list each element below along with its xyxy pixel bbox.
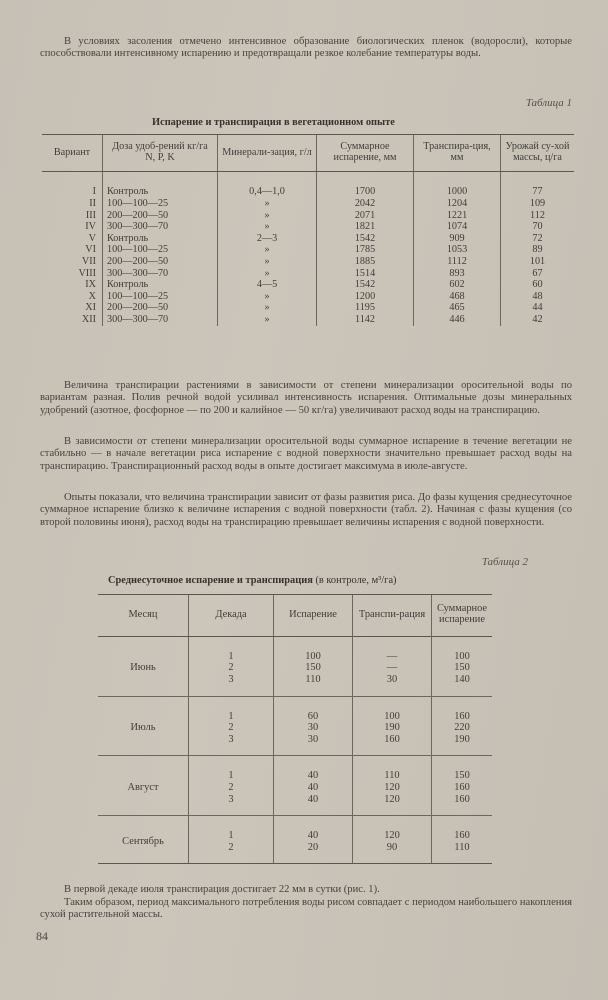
table2-cell-decade <box>189 816 274 864</box>
paragraph-mineralization: В зависимости от степени минерализации оросительной воды суммарное испарение в течение вегетации не стабильно — в начале вегетации риса испарение с водной поверхности значительно превышает расход воды на транспирацию. Транспирационный расход воды в опыте достигает максимума в июле-августе. <box>40 436 572 472</box>
table2-cell-line: 140 <box>454 674 470 685</box>
table2-header-decade: Декада <box>189 595 274 637</box>
table2-cell-total <box>432 816 493 864</box>
table2-title <box>108 575 397 586</box>
table2-cell-month: Сентябрь <box>98 816 189 864</box>
table2-cell-transpiration <box>353 696 432 756</box>
table2-cell-line: 160 <box>454 710 470 722</box>
table1-cell: 67 <box>532 267 543 279</box>
table1-cell: 300—300—70 <box>107 267 169 279</box>
table1-cell: 0,4—1,0 <box>249 186 285 198</box>
table1-cell: XII <box>81 313 96 325</box>
table1-cell: 1053 <box>446 244 468 256</box>
table2-cell-line: 160 <box>384 733 400 745</box>
table1-cell: » <box>264 255 270 267</box>
table2-cell-evaporation <box>274 696 353 756</box>
table2-cell-month: Август <box>98 756 189 816</box>
table2-cell-line: 30 <box>307 722 319 734</box>
table1-cell: 2—3 <box>256 232 278 244</box>
table1-cell: 4—5 <box>256 279 278 291</box>
table2-cell-total <box>432 696 493 756</box>
table2-cell-month: Июнь <box>98 636 189 696</box>
table2-cell-line: 30 <box>307 733 319 745</box>
table2-cell-line: 2 <box>228 781 234 793</box>
table1-cell: V <box>88 232 96 244</box>
table1-cell: Контроль <box>107 186 149 198</box>
table2-cell-line: 100 <box>305 650 321 662</box>
table2-header-evaporation: Испарение <box>274 595 353 637</box>
table1-col-yield <box>501 172 575 326</box>
table2-cell-line: 150 <box>454 662 470 674</box>
table1-cell: 1204 <box>446 198 468 209</box>
table2-cell-line: 160 <box>454 830 470 842</box>
table2-cell-line: 2 <box>228 662 234 674</box>
table1-cell: I <box>92 186 96 198</box>
table1-cell: Контроль <box>107 279 149 291</box>
table2-cell-line: 110 <box>305 674 321 685</box>
table1-cell: 1221 <box>446 209 468 221</box>
table1-cell: 1074 <box>446 221 468 233</box>
table2-cell-line: 100 <box>454 650 470 662</box>
table2-cell-transpiration <box>353 636 432 696</box>
table1-cell: 109 <box>529 198 546 209</box>
table2-daily-evaporation <box>98 594 492 864</box>
table2-cell-line: 40 <box>307 781 319 793</box>
table1-header-variant: Вариант <box>42 135 103 172</box>
table1-cell: 100—100—25 <box>107 290 169 302</box>
table1-header-yield: Урожай су-хой массы, ц/га <box>501 135 575 172</box>
table1-cell: 1885 <box>354 255 376 267</box>
table2-cell-line: 110 <box>454 841 470 853</box>
table1-cell: 1542 <box>354 232 376 244</box>
table2-cell-line: 160 <box>454 781 470 793</box>
table1-cell: Контроль <box>107 232 149 244</box>
table2-cell-evaporation <box>274 636 353 696</box>
table1-cell: » <box>264 313 270 325</box>
table2-header-month: Месяц <box>98 595 189 637</box>
table2-cell-line: 190 <box>454 733 470 745</box>
table1-cell: 1142 <box>355 313 375 325</box>
table2-cell-line: 3 <box>228 793 234 805</box>
table1-col-mineralization <box>218 172 317 326</box>
table1-cell: » <box>264 221 270 233</box>
paragraph-transpiration-variants: Величина транспирации растениями в зависимости от степени минерализации оросительной воды по вариантам разная. Полив речной водой усиливал интенсивность испарения. Оптимальные дозы минеральных удобрений (азотное, фосфорное — по 200 и калийное — 50 кг/га) увеличивают расход воды на транспирацию. <box>40 380 572 416</box>
table2-cell-line: 150 <box>305 662 321 674</box>
table2-header-total: Суммарное испарение <box>432 595 493 637</box>
table2-row-group <box>98 636 492 696</box>
table1-header-dose: Доза удоб-рений кг/га N, P, K <box>103 135 218 172</box>
table1-header-row <box>42 135 574 172</box>
table1-cell: 200—200—50 <box>107 302 169 314</box>
table2-cell-line: 1 <box>228 650 234 662</box>
table2-header-transpiration: Транспи-рация <box>353 595 432 637</box>
table2-cell-line: 2 <box>228 841 234 853</box>
table1-cell: IV <box>85 221 96 233</box>
table2-cell-line: 100 <box>384 710 400 722</box>
table1-cell: 1000 <box>446 186 468 198</box>
table1-cell: 200—200—50 <box>107 209 169 221</box>
table2-header-row <box>98 595 492 637</box>
table2-cell-line: 120 <box>384 830 400 842</box>
table2-cell-line: 160 <box>454 793 470 805</box>
table1-cell: 2042 <box>354 198 376 209</box>
table1-cell: 446 <box>449 313 465 325</box>
table1-cell: 89 <box>532 244 543 256</box>
table1-label: Таблица 1 <box>525 97 572 109</box>
table1-cell: 1112 <box>447 255 467 267</box>
table1-cell: 70 <box>532 221 543 233</box>
table2-cell-line: 3 <box>228 674 234 685</box>
table1-cell: VIII <box>78 267 96 279</box>
table1-cell: 100—100—25 <box>107 198 169 209</box>
table2-cell-evaporation <box>274 756 353 816</box>
table1-cell: 60 <box>532 279 543 291</box>
table1-col-doses <box>103 172 218 326</box>
table2-cell-line: 40 <box>307 830 319 842</box>
table2-cell-line: 190 <box>384 722 400 734</box>
table1-cell: 1785 <box>354 244 376 256</box>
table1-header-transpiration: Транспира-ция, мм <box>414 135 501 172</box>
table1-cell: 1700 <box>354 186 376 198</box>
table1-col-variants <box>42 172 103 326</box>
table2-title-suffix: (в контроле, м³/га) <box>315 575 397 586</box>
table1-cell: 1195 <box>355 302 375 314</box>
table1-cell: XI <box>85 302 96 314</box>
table2-label: Таблица 2 <box>481 556 528 568</box>
table1-cell: 100—100—25 <box>107 244 169 256</box>
table1-cell: 77 <box>532 186 543 198</box>
table1-cell: 200—200—50 <box>107 255 169 267</box>
table1-cell: VII <box>81 255 96 267</box>
intro-paragraph: В условиях засоления отмечено интенсивное образование биологических пленок (водоросли), которые способствовали интенсивному испарению и предотвращали резкое колебание температуры воды. <box>40 36 572 60</box>
table1-cell: » <box>264 244 270 256</box>
table2-cell-line: 1 <box>228 770 234 782</box>
table2-cell-decade <box>189 696 274 756</box>
table2-cell-line: 1 <box>228 710 234 722</box>
table1-col-total-evaporation <box>317 172 414 326</box>
table2-cell-transpiration <box>353 816 432 864</box>
table1-cell: 72 <box>532 232 543 244</box>
table2-cell-line: 110 <box>384 770 400 782</box>
table2-cell-total <box>432 756 493 816</box>
table2-title-main: Среднесуточное испарение и транспирация <box>108 575 313 586</box>
table1-cell: 48 <box>532 290 543 302</box>
table1-cell: VI <box>85 244 96 256</box>
table1-cell: » <box>264 198 270 209</box>
table2-row-group <box>98 696 492 756</box>
table1-cell: 1542 <box>354 279 376 291</box>
table1-cell: IX <box>85 279 96 291</box>
table1-cell: 300—300—70 <box>107 313 169 325</box>
table1-header-mineralization: Минерали-зация, г/л <box>218 135 317 172</box>
table2-cell-line: — <box>386 662 398 674</box>
table1-cell: 1514 <box>354 267 376 279</box>
table2-cell-line: 40 <box>307 793 319 805</box>
table2-cell-line: — <box>386 650 398 662</box>
table1-cell: 101 <box>529 255 546 267</box>
table2-cell-decade <box>189 756 274 816</box>
table2-cell-decade <box>189 636 274 696</box>
table1-cell: X <box>88 290 96 302</box>
table1-col-transpiration <box>414 172 501 326</box>
table1-cell: 909 <box>449 232 465 244</box>
table1-cell: II <box>89 198 96 209</box>
table1-cell: 2071 <box>354 209 376 221</box>
table2-cell-line: 1 <box>228 830 234 842</box>
paragraph-conclusion: Таким образом, период максимального потребления воды рисом совпадает с периодом наибольшего накопления сухой растительной массы. <box>40 897 572 921</box>
table2-cell-line: 90 <box>386 841 398 853</box>
table2-cell-line: 150 <box>454 770 470 782</box>
table1-cell: 1821 <box>354 221 376 233</box>
paragraph-july-peak: В первой декаде июля транспирация достигает 22 мм в сутки (рис. 1). <box>64 884 380 895</box>
table2-cell-total <box>432 636 493 696</box>
table1-cell: 465 <box>449 302 465 314</box>
table1-cell: » <box>264 209 270 221</box>
table1-body <box>42 172 574 326</box>
table1-cell: 468 <box>449 290 465 302</box>
table2-row-group <box>98 816 492 864</box>
table2-cell-line: 60 <box>307 710 319 722</box>
table1-cell: 602 <box>449 279 465 291</box>
table1-cell: 112 <box>530 209 545 221</box>
table2-cell-evaporation <box>274 816 353 864</box>
table1-evaporation-transpiration <box>42 134 574 326</box>
table2-cell-month: Июль <box>98 696 189 756</box>
page-number: 84 <box>36 929 48 943</box>
table1-title: Испарение и транспирация в вегетационном опыте <box>152 117 395 128</box>
table2-cell-line: 3 <box>228 733 234 745</box>
table2-cell-line: 120 <box>384 781 400 793</box>
table2-cell-line: 40 <box>307 770 319 782</box>
table1-cell: » <box>264 290 270 302</box>
table1-cell: 300—300—70 <box>107 221 169 233</box>
table2-cell-line: 30 <box>386 674 398 685</box>
table2-cell-line: 220 <box>454 722 470 734</box>
table2-cell-line: 2 <box>228 722 234 734</box>
table2-cell-line: 120 <box>384 793 400 805</box>
table2-body <box>98 636 492 864</box>
paragraph-growth-phase: Опыты показали, что величина транспирации зависит от фазы развития риса. До фазы кущения среднесуточное суммарное испарение близко к величине испарения с водной поверхности (табл. 2). Начиная с фазы кущения (со второй половины июня), расход воды на транспирацию превышает величины испарения с водной поверхности. <box>40 492 572 528</box>
table1-cell: III <box>85 209 96 221</box>
table2-cell-transpiration <box>353 756 432 816</box>
table1-cell: 893 <box>449 267 465 279</box>
table1-header-total-evaporation: Суммарное испарение, мм <box>317 135 414 172</box>
table1-cell: » <box>264 267 270 279</box>
table2-row-group <box>98 756 492 816</box>
table2-cell-line: 20 <box>307 841 319 853</box>
table1-cell: 1200 <box>354 290 376 302</box>
table1-cell: » <box>264 302 270 314</box>
table1-cell: 44 <box>532 302 543 314</box>
table1-cell: 42 <box>532 313 543 325</box>
